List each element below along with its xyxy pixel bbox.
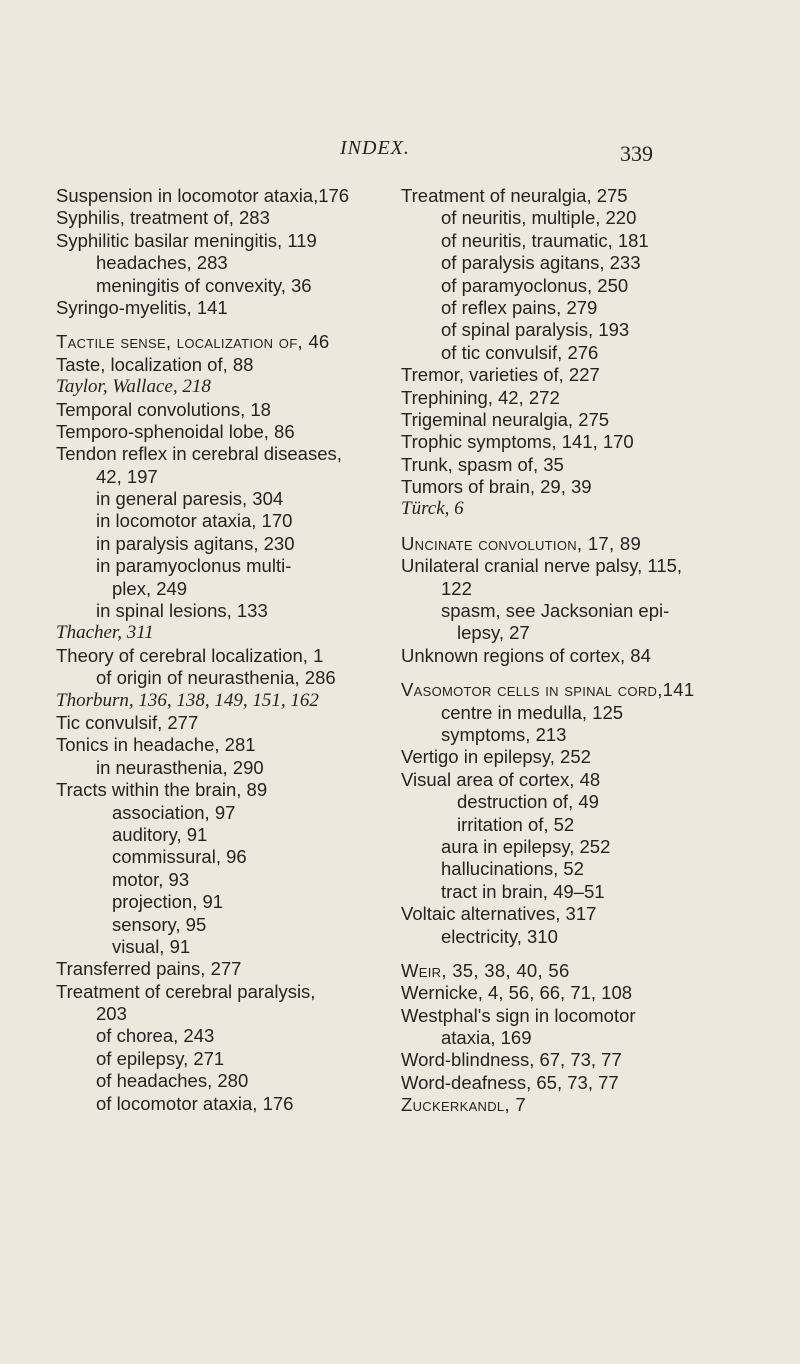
index-entry: Trephining, 42, 272 xyxy=(401,386,560,408)
index-subentry: in spinal lesions, 133 xyxy=(96,600,268,622)
index-subentry: 42, 197 xyxy=(96,465,158,487)
index-entry: Weir, 35, 38, 40, 56 xyxy=(401,959,570,981)
index-subentry: of headaches, 280 xyxy=(96,1070,249,1092)
index-entry: Uncinate convolution, 17, 89 xyxy=(401,532,642,554)
index-subentry: tract in brain, 49–51 xyxy=(441,880,605,902)
index-subentry: sensory, 95 xyxy=(112,913,207,935)
index-entry: Treatment of cerebral paralysis, xyxy=(56,980,316,1002)
index-subentry: irritation of, 52 xyxy=(457,813,575,835)
index-subentry: of neuritis, traumatic, 181 xyxy=(441,229,649,251)
index-entry: Zuckerkandl, 7 xyxy=(401,1094,526,1116)
index-subentry: centre in medulla, 125 xyxy=(441,701,624,723)
index-entry: Transferred pains, 277 xyxy=(56,958,242,980)
index-entry: Suspension in locomotor ataxia,176 xyxy=(56,185,350,206)
index-entry: Tremor, varieties of, 227 xyxy=(401,364,600,386)
index-subentry: headaches, 283 xyxy=(96,252,228,274)
index-subentry: in neurasthenia, 290 xyxy=(96,756,264,778)
index-entry: Türck, 6 xyxy=(401,498,464,520)
index-subentry: association, 97 xyxy=(112,801,236,823)
index-subentry: in paralysis agitans, 230 xyxy=(96,532,295,554)
index-subentry: of tic convulsif, 276 xyxy=(441,341,599,363)
index-entry: Treatment of neuralgia, 275 xyxy=(401,185,628,206)
index-entry: Syringo-myelitis, 141 xyxy=(56,296,228,318)
index-subentry: of paralysis agitans, 233 xyxy=(441,252,641,274)
index-entry: Temporo-sphenoidal lobe, 86 xyxy=(56,420,295,442)
index-subentry: of chorea, 243 xyxy=(96,1025,215,1047)
index-entry: Thorburn, 136, 138, 149, 151, 162 xyxy=(56,689,319,711)
index-entry: Tactile sense, localization of, 46 xyxy=(56,331,330,353)
index-subentry: of reflex pains, 279 xyxy=(441,296,598,318)
index-entry: Theory of cerebral localization, 1 xyxy=(56,644,324,666)
index-subentry: of origin of neurasthenia, 286 xyxy=(96,667,336,689)
index-subentry: ataxia, 169 xyxy=(441,1027,532,1049)
index-entry: Tracts within the brain, 89 xyxy=(56,779,268,801)
index-entry: Syphilitic basilar meningitis, 119 xyxy=(56,229,317,251)
index-subentry: of paramyoclonus, 250 xyxy=(441,274,629,296)
index-entry: Trigeminal neuralgia, 275 xyxy=(401,408,610,430)
index-subentry: in locomotor ataxia, 170 xyxy=(96,510,293,532)
index-entry: Trunk, spasm of, 35 xyxy=(401,453,564,475)
index-subentry: motor, 93 xyxy=(112,868,190,890)
index-subentry: meningitis of convexity, 36 xyxy=(96,274,312,296)
index-subentry: 122 xyxy=(441,577,472,599)
index-subentry: commissural, 96 xyxy=(112,846,247,868)
index-entry: Taylor, Wallace, 218 xyxy=(56,376,211,398)
index-entry: Tendon reflex in cerebral diseases, xyxy=(56,443,342,465)
index-subentry: visual, 91 xyxy=(112,935,191,957)
index-subentry: lepsy, 27 xyxy=(457,622,530,644)
index-subentry: of locomotor ataxia, 176 xyxy=(96,1092,294,1114)
page-number: 339 xyxy=(620,141,653,166)
index-subentry: 203 xyxy=(96,1003,127,1025)
index-subentry: of spinal paralysis, 193 xyxy=(441,319,630,341)
index-entry: Word-deafness, 65, 73, 77 xyxy=(401,1071,619,1093)
index-entry: Vasomotor cells in spinal cord,141 xyxy=(401,679,695,701)
index-entry: Syphilis, treatment of, 283 xyxy=(56,207,270,229)
page-header xyxy=(0,133,800,193)
index-entry: Unilateral cranial nerve palsy, 115, xyxy=(401,555,683,577)
index-entry: Voltaic alternatives, 317 xyxy=(401,903,597,925)
index-column-right xyxy=(401,185,731,1117)
index-entry: Unknown regions of cortex, 84 xyxy=(401,644,651,666)
index-subentry: of epilepsy, 271 xyxy=(96,1047,225,1069)
index-subentry: of neuritis, multiple, 220 xyxy=(441,207,637,229)
index-subentry: plex, 249 xyxy=(112,577,188,599)
index-column-left xyxy=(56,185,396,1115)
index-entry: Tic convulsif, 277 xyxy=(56,711,199,733)
index-subentry: hallucinations, 52 xyxy=(441,858,584,880)
index-subentry: spasm, see Jacksonian epi- xyxy=(441,600,670,622)
index-entry: Wernicke, 4, 56, 66, 71, 108 xyxy=(401,982,633,1004)
index-entry: Word-blindness, 67, 73, 77 xyxy=(401,1049,622,1071)
index-entry: Taste, localization of, 88 xyxy=(56,353,254,375)
index-entry: Thacher, 311 xyxy=(56,622,154,644)
index-subentry: in general paresis, 304 xyxy=(96,488,284,510)
index-entry: Trophic symptoms, 141, 170 xyxy=(401,431,634,453)
index-subentry: aura in epilepsy, 252 xyxy=(441,835,611,857)
index-subentry: projection, 91 xyxy=(112,891,224,913)
index-subentry: auditory, 91 xyxy=(112,823,208,845)
index-entry: Tonics in headache, 281 xyxy=(56,734,256,756)
index-subentry: in paramyoclonus multi- xyxy=(96,555,292,577)
index-entry: Tumors of brain, 29, 39 xyxy=(401,476,592,498)
index-entry: Temporal convolutions, 18 xyxy=(56,398,271,420)
running-head: INDEX. xyxy=(340,137,410,159)
index-subentry: destruction of, 49 xyxy=(457,791,599,813)
index-subentry: electricity, 310 xyxy=(441,925,558,947)
index-entry: Vertigo in epilepsy, 252 xyxy=(401,746,591,768)
index-subentry: symptoms, 213 xyxy=(441,723,567,745)
index-entry: Westphal's sign in locomotor xyxy=(401,1004,636,1026)
index-entry: Visual area of cortex, 48 xyxy=(401,768,601,790)
